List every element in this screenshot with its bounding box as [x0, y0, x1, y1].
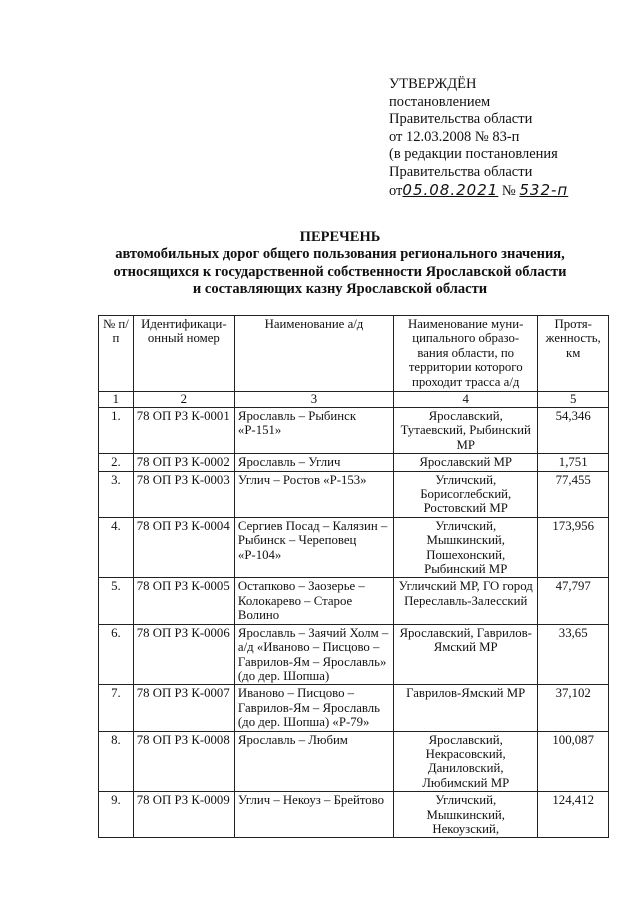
row-length: 54,346: [538, 408, 609, 454]
approval-line-1: УТВЕРЖДЁН: [389, 76, 477, 92]
row-road-name: Углич – Некоуз – Брейтово: [234, 792, 393, 838]
row-length: 37,102: [538, 685, 609, 731]
table-row: [99, 471, 609, 517]
row-municipality: Ярославский МР: [394, 454, 538, 471]
row-municipality: Угличский, Мышкинский, Пошехонский, Рыбинский МР: [394, 517, 538, 578]
row-road-name: Остапково – Заозерье – Колокарево – Старое Волино: [234, 578, 393, 624]
row-length: 33,65: [538, 624, 609, 685]
table-row: [99, 792, 609, 838]
row-municipality: Угличский МР, ГО город Переславль-Залесский: [394, 578, 538, 624]
row-municipality: Угличский, Борисоглебский, Ростовский МР: [394, 471, 538, 517]
table-row: [99, 578, 609, 624]
title-line-1: автомобильных дорог общего пользования регионального значения,: [115, 246, 565, 263]
approval-number-sign: №: [501, 182, 516, 199]
roads-table: [98, 315, 609, 838]
table-index-row: [99, 392, 609, 408]
title-line-2: относящихся к государственной собственности Ярославской области: [113, 263, 567, 280]
row-num: 7.: [99, 685, 134, 731]
row-length: 173,956: [538, 517, 609, 578]
document-title: [80, 229, 600, 298]
approval-date-prefix: от: [389, 182, 403, 199]
table-row: [99, 624, 609, 685]
row-municipality: Ярославский, Тутаевский, Рыбинский МР: [394, 408, 538, 454]
approval-line-3: Правительства области: [389, 111, 533, 128]
handwritten-number: 532-п: [519, 180, 569, 199]
row-municipality: Гаврилов-Ямский МР: [394, 685, 538, 731]
row-num: 4.: [99, 517, 134, 578]
row-id: 78 ОП РЗ К-0001: [133, 408, 234, 454]
index-cell: 3: [234, 392, 393, 408]
row-id: 78 ОП РЗ К-0002: [133, 454, 234, 471]
approval-line-2: постановлением: [389, 93, 491, 110]
row-road-name: Иваново – Писцово – Гаврилов-Ям – Ярославль (до дер. Шопша) «Р-79»: [234, 685, 393, 731]
table-row: [99, 408, 609, 454]
row-municipality: Угличский, Мышкинский, Некоузский,: [394, 792, 538, 838]
row-road-name: Ярославль – Любим: [234, 731, 393, 792]
header-length: Протя-женность, км: [538, 316, 609, 392]
row-length: 100,087: [538, 731, 609, 792]
row-num: 3.: [99, 471, 134, 517]
row-num: 6.: [99, 624, 134, 685]
row-num: 8.: [99, 731, 134, 792]
title-heading: ПЕРЕЧЕНЬ: [299, 229, 381, 245]
row-road-name: Ярославль – Углич: [234, 454, 393, 471]
handwritten-date: 05.08.2021: [402, 180, 499, 199]
header-id: Идентификаци-онный номер: [133, 316, 234, 392]
table-row: [99, 517, 609, 578]
row-id: 78 ОП РЗ К-0008: [133, 731, 234, 792]
row-road-name: Ярославль – Заячий Холм – а/д «Иваново – Писцово – Гаврилов-Ям – Ярославль» (до дер. Шопша): [234, 624, 393, 685]
index-cell: 1: [99, 392, 134, 408]
header-municipality: Наименование муни-ципального образо-вания области, по территории которого проходит трасса а/д: [394, 316, 538, 392]
table-row: [99, 685, 609, 731]
table-row: [99, 731, 609, 792]
index-cell: 5: [538, 392, 609, 408]
table-row: [99, 454, 609, 471]
row-municipality: Ярославский, Некрасовский, Даниловский, Любимский МР: [394, 731, 538, 792]
row-num: 5.: [99, 578, 134, 624]
row-id: 78 ОП РЗ К-0009: [133, 792, 234, 838]
title-line-3: и составляющих казну Ярославской области: [192, 280, 488, 297]
row-length: 47,797: [538, 578, 609, 624]
row-municipality: Ярославский, Гаврилов-Ямский МР: [394, 624, 538, 685]
row-length: 124,412: [538, 792, 609, 838]
row-length: 1,751: [538, 454, 609, 471]
approval-block: [389, 76, 629, 200]
header-num: № п/п: [99, 316, 134, 392]
row-road-name: Ярославль – Рыбинск «Р-151»: [234, 408, 393, 454]
row-id: 78 ОП РЗ К-0004: [133, 517, 234, 578]
row-road-name: Углич – Ростов «Р-153»: [234, 471, 393, 517]
row-id: 78 ОП РЗ К-0003: [133, 471, 234, 517]
row-length: 77,455: [538, 471, 609, 517]
row-num: 1.: [99, 408, 134, 454]
row-id: 78 ОП РЗ К-0007: [133, 685, 234, 731]
index-cell: 2: [133, 392, 234, 408]
approval-line-7: [389, 182, 629, 201]
index-cell: 4: [394, 392, 538, 408]
table-header-row: [99, 316, 609, 392]
row-id: 78 ОП РЗ К-0006: [133, 624, 234, 685]
row-num: 2.: [99, 454, 134, 471]
row-num: 9.: [99, 792, 134, 838]
approval-line-6: Правительства области: [389, 163, 533, 180]
header-name: Наименование а/д: [234, 316, 393, 392]
row-road-name: Сергиев Посад – Калязин – Рыбинск – Череповец «Р-104»: [234, 517, 393, 578]
approval-line-5: (в редакции постановления: [389, 146, 558, 163]
row-id: 78 ОП РЗ К-0005: [133, 578, 234, 624]
approval-line-4: от 12.03.2008 № 83-п: [389, 128, 520, 145]
